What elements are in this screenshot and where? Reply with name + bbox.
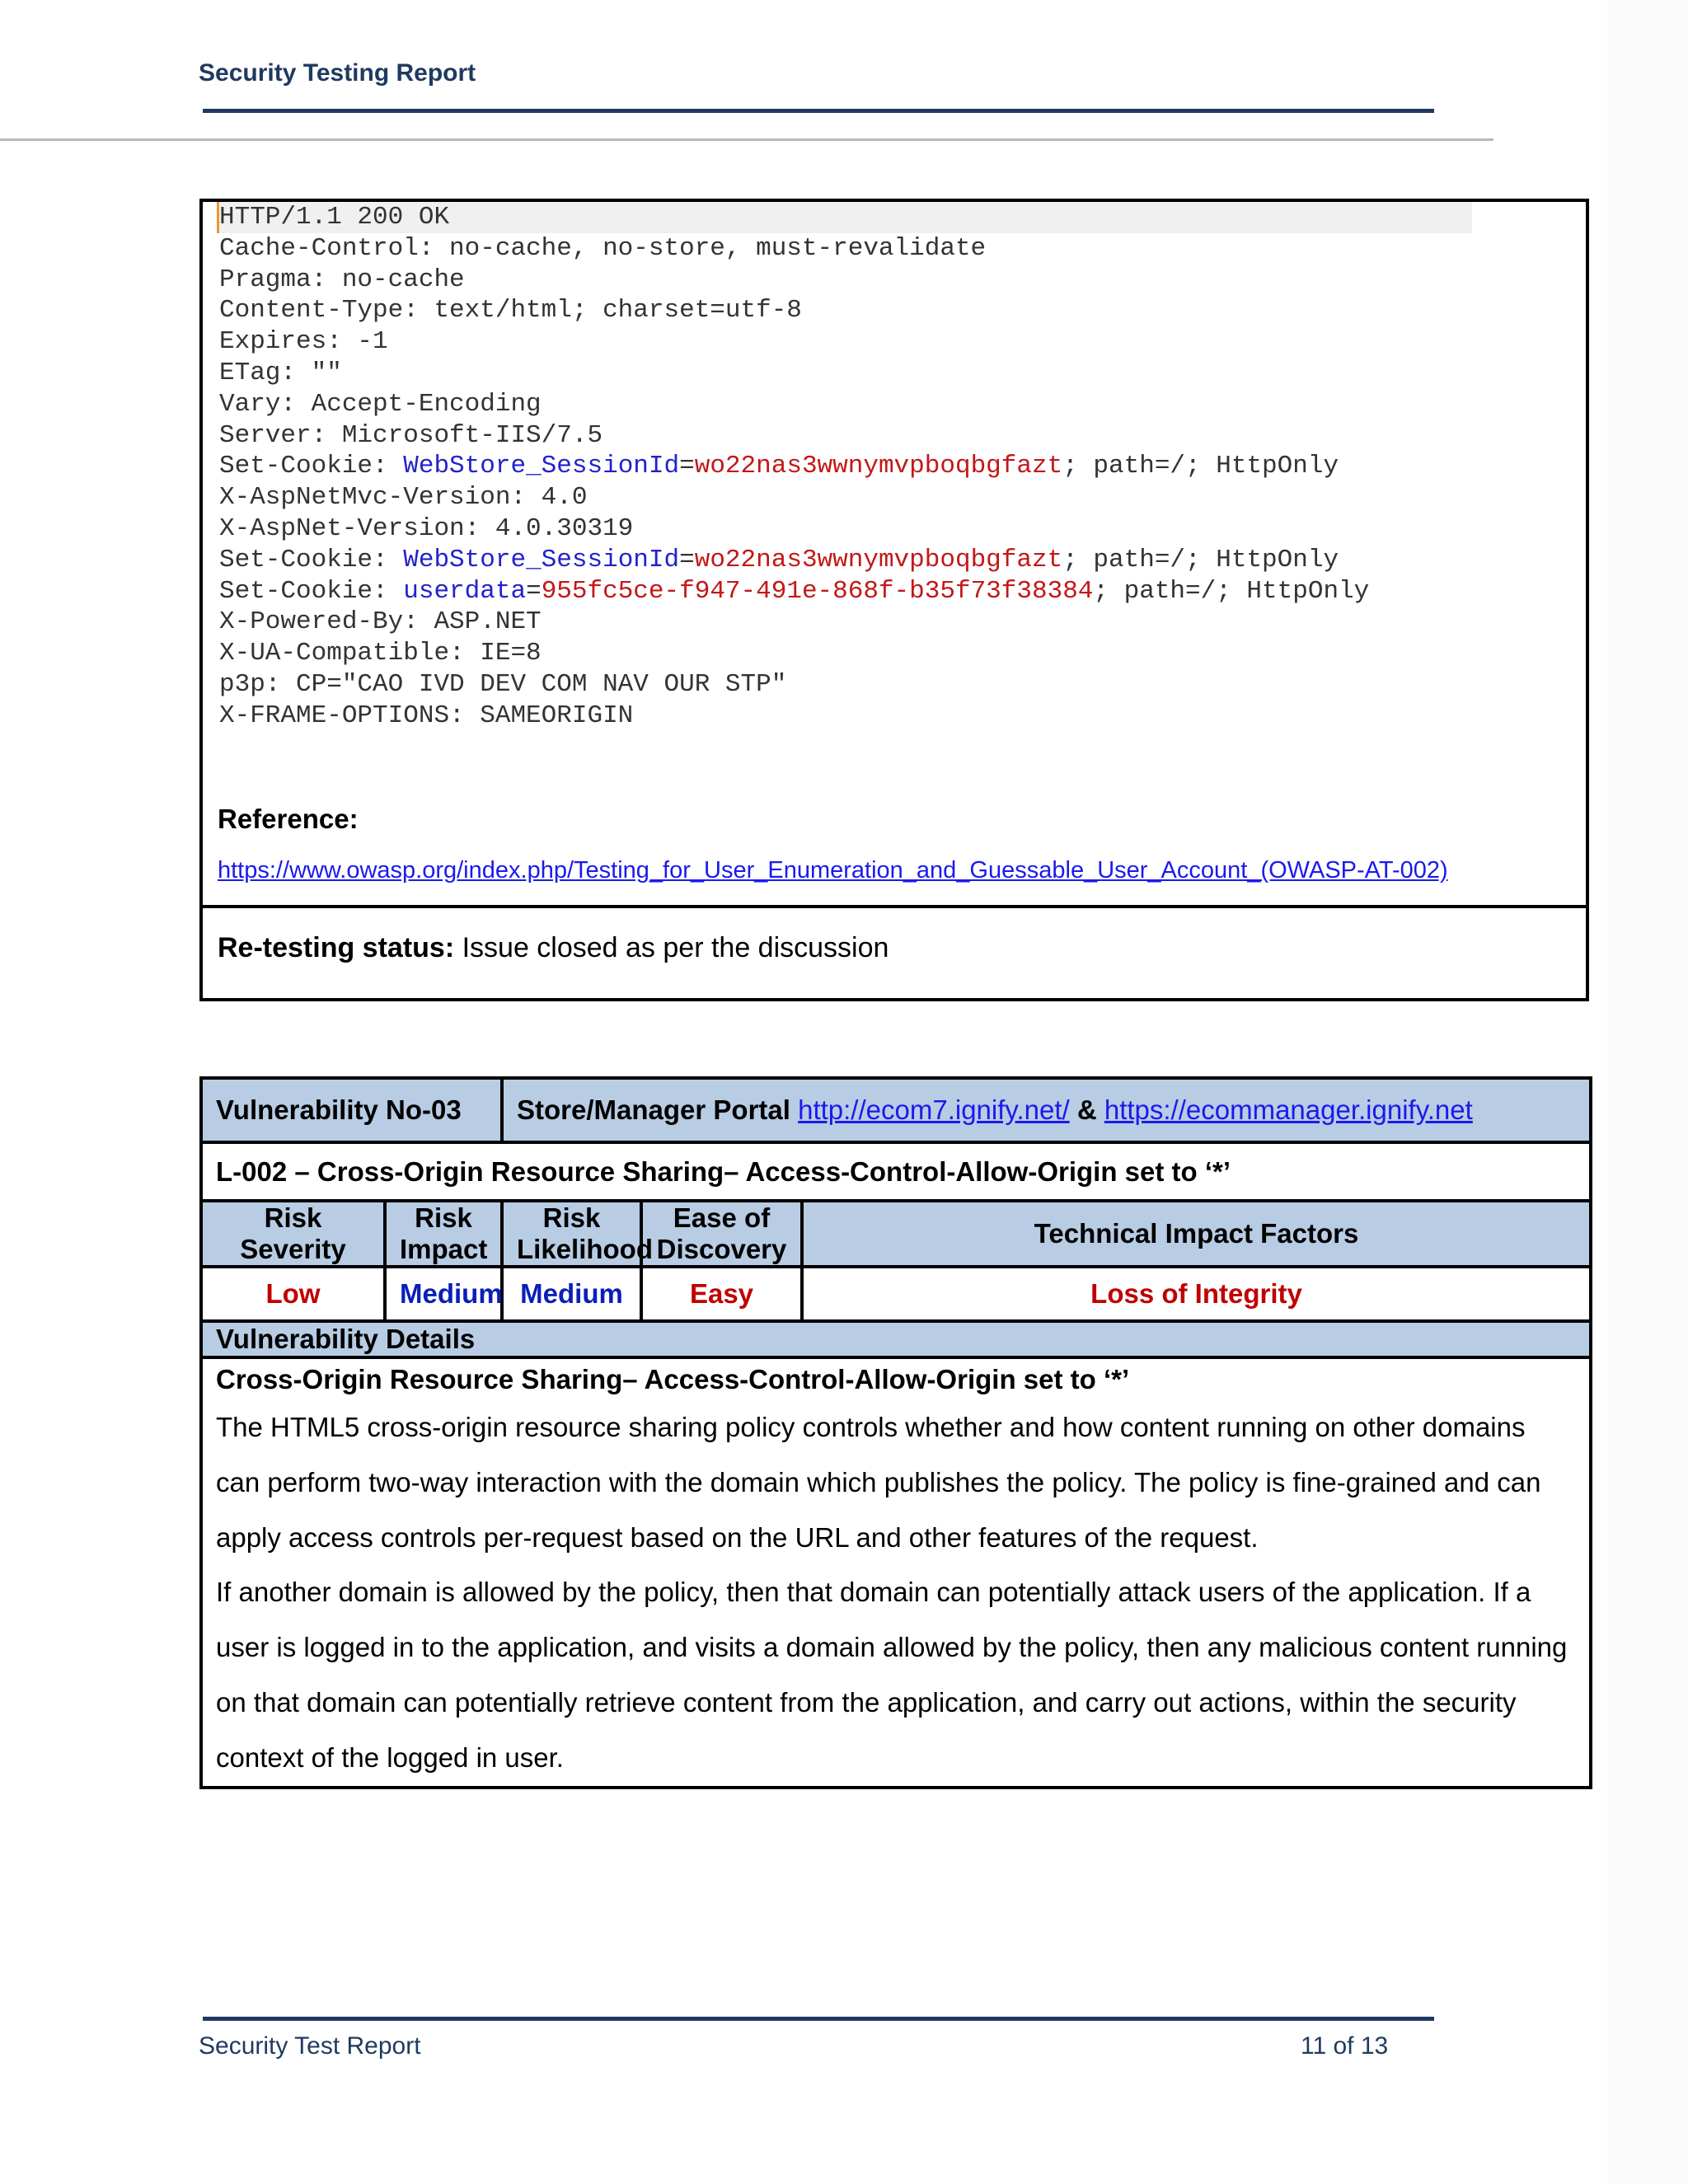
response-header-line — [219, 545, 1472, 576]
response-header-line — [219, 638, 1472, 669]
header-text: X-FRAME-OPTIONS: SAMEORIGIN — [219, 701, 634, 730]
response-header-line — [219, 358, 1472, 389]
response-header-line — [219, 607, 1472, 638]
box-divider — [203, 905, 1586, 908]
vulnerability-title-row — [201, 1142, 1591, 1201]
details-body — [201, 1357, 1591, 1788]
page-number: 11 of 13 — [1301, 2032, 1389, 2060]
header-text: X-AspNetMvc-Version: 4.0 — [219, 483, 588, 513]
risk-likelihood-header: Risk Likelihood — [502, 1201, 641, 1267]
vulnerability-number: Vulnerability No-03 — [201, 1078, 502, 1142]
http-response-headers — [219, 202, 1472, 732]
header-text: Vary: Accept-Encoding — [219, 389, 542, 419]
response-header-line — [219, 389, 1472, 420]
response-header-line — [219, 451, 1472, 482]
vulnerability-details-label: Vulnerability Details — [201, 1321, 1591, 1357]
risk-likelihood-value: Medium — [502, 1267, 641, 1321]
cookie-name: userdata — [403, 576, 527, 606]
response-header-line — [219, 701, 1472, 732]
retesting-status-label: Re-testing status: — [218, 932, 455, 963]
vulnerability-title: L-002 – Cross-Origin Resource Sharing– Access-Control-Allow-Origin set to ‘*’ — [201, 1142, 1591, 1201]
retesting-status — [218, 932, 889, 964]
header-text: ETag: "" — [219, 358, 342, 387]
response-header-line — [219, 295, 1472, 326]
risk-impact-header: Risk Impact — [385, 1201, 502, 1267]
cookie-name: WebStore_SessionId — [403, 452, 680, 481]
cookie-value: 955fc5ce-f947-491e-868f-b35f73f38384 — [541, 576, 1094, 606]
vulnerability-table — [199, 1076, 1592, 1789]
details-paragraph-1: The HTML5 cross-origin resource sharing policy controls whether and how content running on other domains can perform two-way interaction with the domain which publishes the policy. The policy is fine-grained and can apply access controls per-request based on the URL and other features of the request. — [216, 1412, 1541, 1553]
page-margin-strip — [1607, 0, 1688, 2184]
header-text: Expires: -1 — [219, 327, 388, 357]
report-header-title: Security Testing Report — [199, 59, 476, 87]
response-header-line — [219, 576, 1472, 607]
header-text: X-Powered-By: ASP.NET — [219, 607, 542, 637]
vulnerability-header-row — [201, 1078, 1591, 1142]
details-label-row — [201, 1321, 1591, 1357]
risk-header-row — [201, 1201, 1591, 1267]
details-body-row — [201, 1357, 1591, 1788]
header-divider — [0, 138, 1493, 141]
retesting-status-text: Issue closed as per the discussion — [454, 932, 889, 963]
header-text: = — [526, 576, 542, 606]
header-text: X-UA-Compatible: IE=8 — [219, 639, 542, 668]
technical-impact-value: Loss of Integrity — [802, 1267, 1591, 1321]
ampersand: & — [1069, 1094, 1104, 1125]
header-text: Server: Microsoft-IIS/7.5 — [219, 420, 603, 450]
details-heading: Cross-Origin Resource Sharing– Access-Control-Allow-Origin set to ‘*’ — [216, 1364, 1130, 1394]
header-rule — [203, 109, 1434, 113]
response-header-line — [219, 265, 1472, 296]
ease-of-discovery-header: Ease of Discovery — [641, 1201, 802, 1267]
cookie-value: wo22nas3wwnymvpboqbgfazt — [694, 452, 1063, 481]
header-text: Set-Cookie: — [219, 545, 404, 574]
cookie-value: wo22nas3wwnymvpboqbgfazt — [694, 545, 1063, 574]
header-text: ; path=/; HttpOnly — [1062, 452, 1339, 481]
ease-of-discovery-value: Easy — [641, 1267, 802, 1321]
header-text: X-AspNet-Version: 4.0.30319 — [219, 513, 634, 543]
response-header-line — [219, 420, 1472, 452]
cookie-name: WebStore_SessionId — [403, 545, 680, 574]
technical-impact-header: Technical Impact Factors — [802, 1201, 1591, 1267]
portal-link-ecom7[interactable]: http://ecom7.ignify.net/ — [798, 1094, 1070, 1125]
header-text: Cache-Control: no-cache, no-store, must-revalidate — [219, 233, 987, 263]
http-response-evidence-box — [199, 199, 1589, 1001]
reference-label: Reference: — [218, 804, 359, 834]
response-header-line — [219, 326, 1472, 358]
risk-severity-value: Low — [201, 1267, 385, 1321]
risk-impact-value: Medium — [385, 1267, 502, 1321]
header-text: ; path=/; HttpOnly — [1093, 576, 1370, 606]
header-text: Content-Type: text/html; charset=utf-8 — [219, 296, 802, 326]
header-text: = — [679, 545, 695, 574]
response-header-line — [219, 513, 1472, 545]
footer-title: Security Test Report — [199, 2032, 421, 2060]
risk-values-row — [201, 1267, 1591, 1321]
response-header-line — [219, 233, 1472, 265]
portal-cell — [502, 1078, 1591, 1142]
header-text: Set-Cookie: — [219, 452, 404, 481]
footer-rule — [203, 2017, 1434, 2021]
portal-label: Store/Manager Portal — [517, 1094, 799, 1125]
header-text: p3p: CP="CAO IVD DEV COM NAV OUR STP" — [219, 669, 787, 699]
portal-link-ecommanager[interactable]: https://ecommanager.ignify.net — [1104, 1094, 1473, 1125]
header-text: HTTP/1.1 200 OK — [219, 203, 450, 232]
risk-severity-header: Risk Severity — [201, 1201, 385, 1267]
details-paragraph-2: If another domain is allowed by the policy, then that domain can potentially attack users of the application. If a user is logged in to the application, and visits a domain allowed by the policy, then any malicious content running on that domain can potentially retrieve content from the application, and carry out actions, within the security context of the logged in user. — [216, 1577, 1568, 1773]
response-header-line — [219, 669, 1472, 701]
header-text: = — [679, 452, 695, 481]
response-header-line — [217, 202, 1472, 233]
header-text: ; path=/; HttpOnly — [1062, 545, 1339, 574]
reference-link[interactable]: https://www.owasp.org/index.php/Testing_for_User_Enumeration_and_Guessable_User_Account_(OWASP-AT-002) — [218, 857, 1448, 883]
header-text: Pragma: no-cache — [219, 265, 465, 294]
response-header-line — [219, 482, 1472, 513]
header-text: Set-Cookie: — [219, 576, 404, 606]
